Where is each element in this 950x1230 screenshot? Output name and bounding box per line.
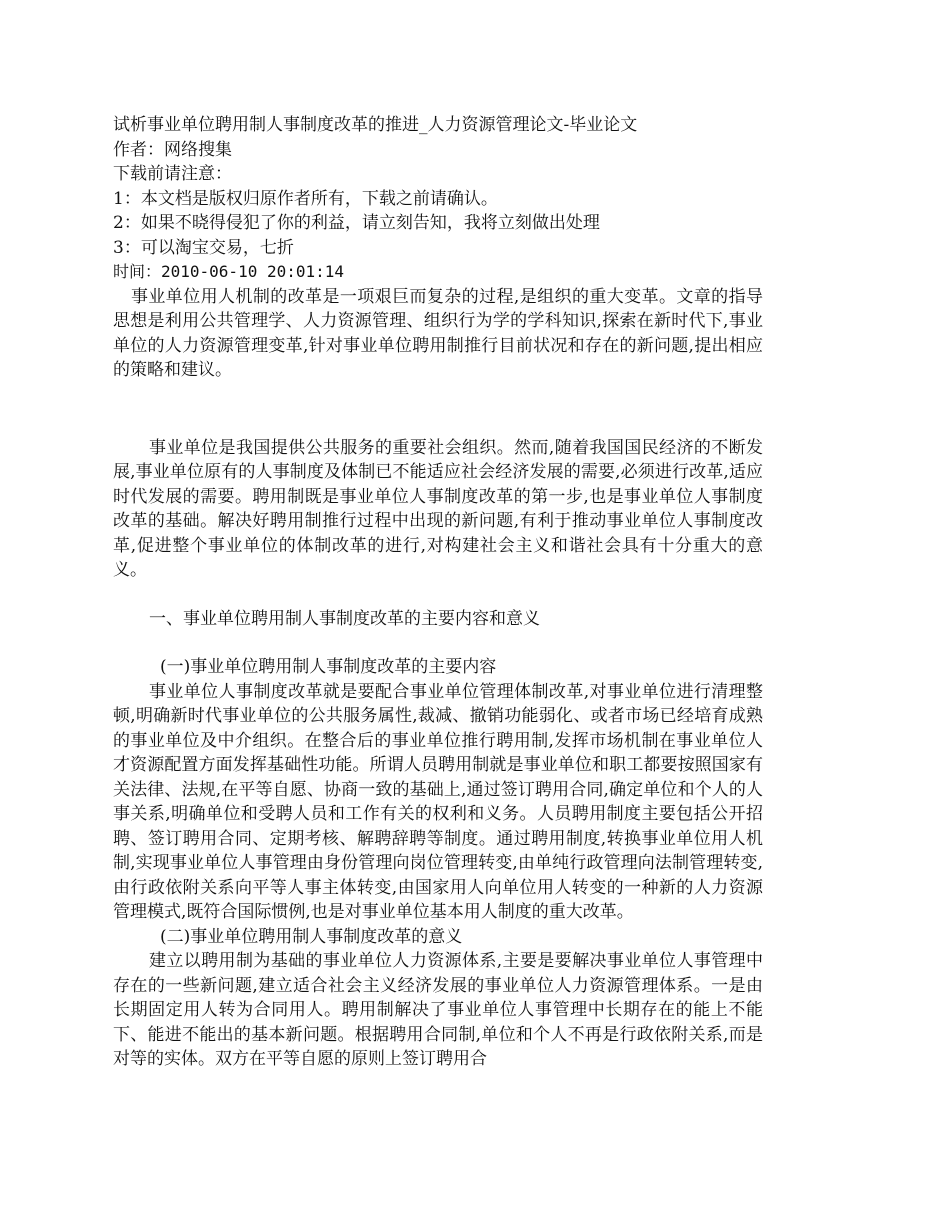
document-page [113,113,763,1072]
subsection-body: 建立以聘用制为基础的事业单位人力资源体系,主要是要解决事业单位人事管理中存在的一些新问题,建立适合社会主义经济发展的事业单位人力资源管理体系。一是由长期固定用人转为合同用人。聘用制解决了事业单位人事管理中长期存在的能上不能下、能进不能出的基本新问题。根据聘用合同制,单位和个人不再是行政依附关系,而是对等的实体。双方在平等自愿的原则上签订聘用合 [113,951,763,1069]
spacer [113,631,763,655]
notice-item: 2：如果不晓得侵犯了你的利益，请立刻告知，我将立刻做出处理 [113,213,600,233]
subsection-heading: (二)事业单位聘用制人事制度改革的意义 [160,926,463,947]
author-line: 作者：网络搜集 [113,139,232,160]
abstract-paragraph: 事业单位用人机制的改革是一项艰巨而复杂的过程,是组织的重大变革。文章的指导思想是利用公共管理学、人力资源管理、组织行为学的学科知识,探索在新时代下,事业单位的人力资源管理变革,针对事业单位聘用制推行目前状况和存在的新问题,提出相应的策略和建议。 [113,286,763,380]
section-heading: 一、事业单位聘用制人事制度改革的主要内容和意义 [149,608,540,629]
notice-item: 3：可以淘宝交易，七折 [113,237,294,258]
notice-label: 下载前请注意： [113,164,232,184]
notice-item: 1：本文档是版权归原作者所有，下载之前请确认。 [113,188,498,209]
spacer [113,583,763,607]
spacer [113,383,763,436]
subsection-body: 事业单位人事制度改革就是要配合事业单位管理体制改革,对事业单位进行清理整顿,明确新时代事业单位的公共服务属性,裁减、撤销功能弱化、或者市场已经培育成熟的事业单位及中介组织。在整合后的事业单位推行聘用制,发挥市场机制在事业单位人才资源配置方面发挥基础性功能。所谓人员聘用制就是事业单位和职工都要按照国家有关法律、法规,在平等自愿、协商一致的基础上,通过签订聘用合同,确定单位和个人的人事关系,明确单位和受聘人员和工作有关的权利和义务。人员聘用制度主要包括公开招聘、签订聘用合同、定期考核、解聘辞聘等制度。通过聘用制度,转换事业单位用人机制,实现事业单位人事管理由身份管理向岗位管理转变,由单纯行政管理向法制管理转变,由行政依附关系向平等人事主体转变,由国家用人向单位用人转变的一种新的人力资源管理模式,既符合国际惯例,也是对事业单位基本用人制度的重大改革。 [113,681,763,922]
subsection-heading: (一)事业单位聘用制人事制度改革的主要内容 [160,657,497,677]
intro-paragraph: 事业单位是我国提供公共服务的重要社会组织。然而,随着我国国民经济的不断发展,事业单位原有的人事制度及体制已不能适应社会经济发展的需要,必须进行改革,适应时代发展的需要。聘用制既是事业单位人事制度改革的第一步,也是事业单位人事制度改革的基础。解决好聘用制推行过程中出现的新问题,有利于推动事业单位人事制度改革,促进整个事业单位的体制改革的进行,对构建社会主义和谐社会具有十分重大的意义。 [113,437,763,580]
document-title: 试析事业单位聘用制人事制度改革的推进_人力资源管理论文-毕业论文 [113,115,638,135]
timestamp: 时间：2010-06-10 20:01:14 [113,262,345,281]
